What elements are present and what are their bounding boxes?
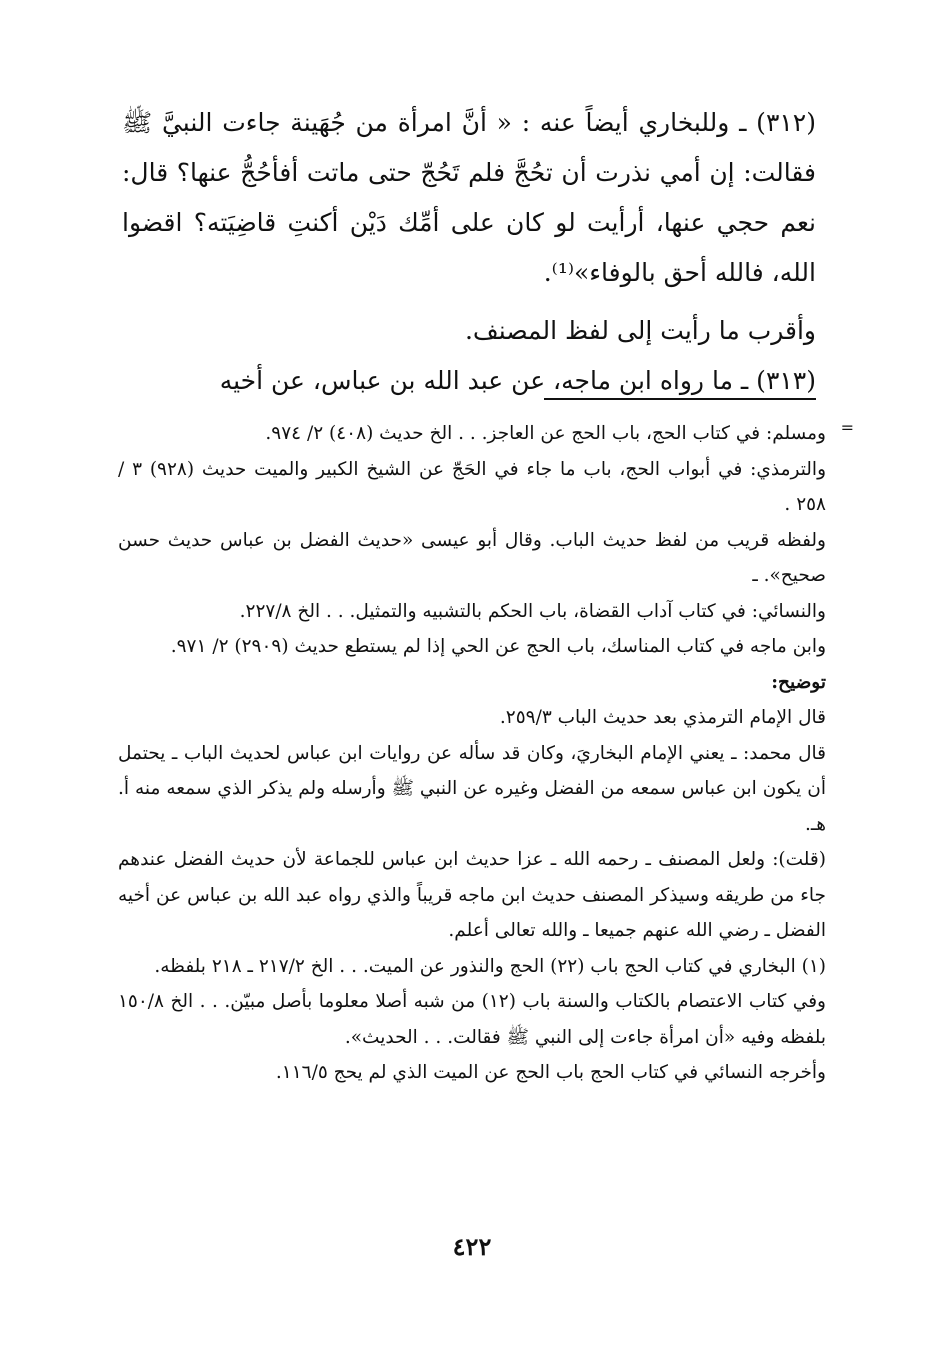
footnote-muslim: ومسلم: في كتاب الحج، باب الحج عن العاجز. . . الخ حديث (٤٠٨) ٢/ ٩٧٤.: [265, 423, 826, 444]
footnote-separator: [544, 398, 816, 400]
footnote-ibn-majah: وابن ماجه في كتاب المناسك، باب الحج عن الحي إذا لم يستطع حديث (٢٩٠٩) ٢/ ٩٧١.: [170, 636, 826, 657]
footnote-bukhari-quote: قال محمد: ـ يعني الإمام البخاريَ، وكان قد سأله عن روايات ابن عباس لحديث الباب ـ يحتمل أن يكون ابن عباس سمعه من الفضل وغيره عن النبي ﷺ وأرسله ولم يذكر الذي سمعه منه أ. هـ.: [118, 742, 826, 835]
footnote-1-itisam: وفي كتاب الاعتصام بالكتاب والسنة باب (١٢) من شبه أصلا معلوما بأصل مبيّن. . . الخ ١٥٠/٨ بلفظه وفيه «أن امرأة جاءت إلى النبي ﷺ فقالت. . . الحديث».: [118, 991, 826, 1048]
footnote-tirmidhi: والترمذي: في أبواب الحج، باب ما جاء في الحَجّ عن الشيخ الكبير والميت حديث (٩٢٨) ٣ / ٢٥٨ .: [118, 458, 826, 515]
footnote-tirmidhi-wording: ولفظه قريب من لفظ حديث الباب. وقال أبو عيسى «حديث الفضل بن عباس حديث حسن صحيح». ـ: [118, 529, 826, 586]
footnote-nasai: والنسائي: في كتاب آداب القضاة، باب الحكم بالتشبيه والتمثيل. . . الخ ٢٢٧/٨.: [239, 600, 826, 622]
footnote-tirmidhi-note: قال الإمام الترمذي بعد حديث الباب ٢٥٩/٣.: [499, 707, 826, 728]
continuation-mark: =: [840, 418, 854, 437]
main-text: [122, 98, 816, 406]
page-number: ٤٢٢: [452, 1232, 492, 1261]
author-remark: وأقرب ما رأيت إلى لفظ المصنف.: [464, 316, 816, 345]
footnotes: [118, 416, 854, 1091]
clarification-heading: توضيح:: [771, 671, 826, 693]
footnote-1-nasai: وأخرجه النسائي في كتاب الحج باب الحج عن الميت الذي لم يحج ١١٦/٥.: [275, 1062, 826, 1083]
footnote-1-bukhari: (١) البخاري في كتاب الحج باب (٢٢) الحج والنذور عن الميت. . . الخ ٢١٧/٢ ـ ٢١٨ بلفظه.: [154, 955, 826, 977]
hadith-312: (٣١٢) ـ وللبخاري أيضاً عنه : « أنَّ امرأة من جُهَينة جاءت النبيَّ ﷺ فقالت: إن أمي نذرت أن تحُجَّ فلم تَحُجّ حتى ماتت أفأحُجُّ عنها؟ قال: نعم حجي عنها، أرأيت لو كان على أمِّك دَيْن أكنتِ قاضِيَته؟ اقضوا الله، فالله أحق بالوفاء»⁽¹⁾.: [122, 108, 816, 287]
hadith-313: (٣١٣) ـ ما رواه ابن ماجه، عن عبد الله بن عباس، عن أخيه: [219, 366, 816, 395]
footnote-editor-note: (قلت): ولعل المصنف ـ رحمه الله ـ عزا حديث ابن عباس للجماعة لأن حديث الفضل عندهم جاء من طريقه وسيذكر المصنف حديث ابن ماجه قريباً والذي رواه عبد الله بن عباس عن أخيه الفضل ـ رضي الله عنهم جميعا ـ والله تعالى أعلم.: [118, 849, 826, 941]
